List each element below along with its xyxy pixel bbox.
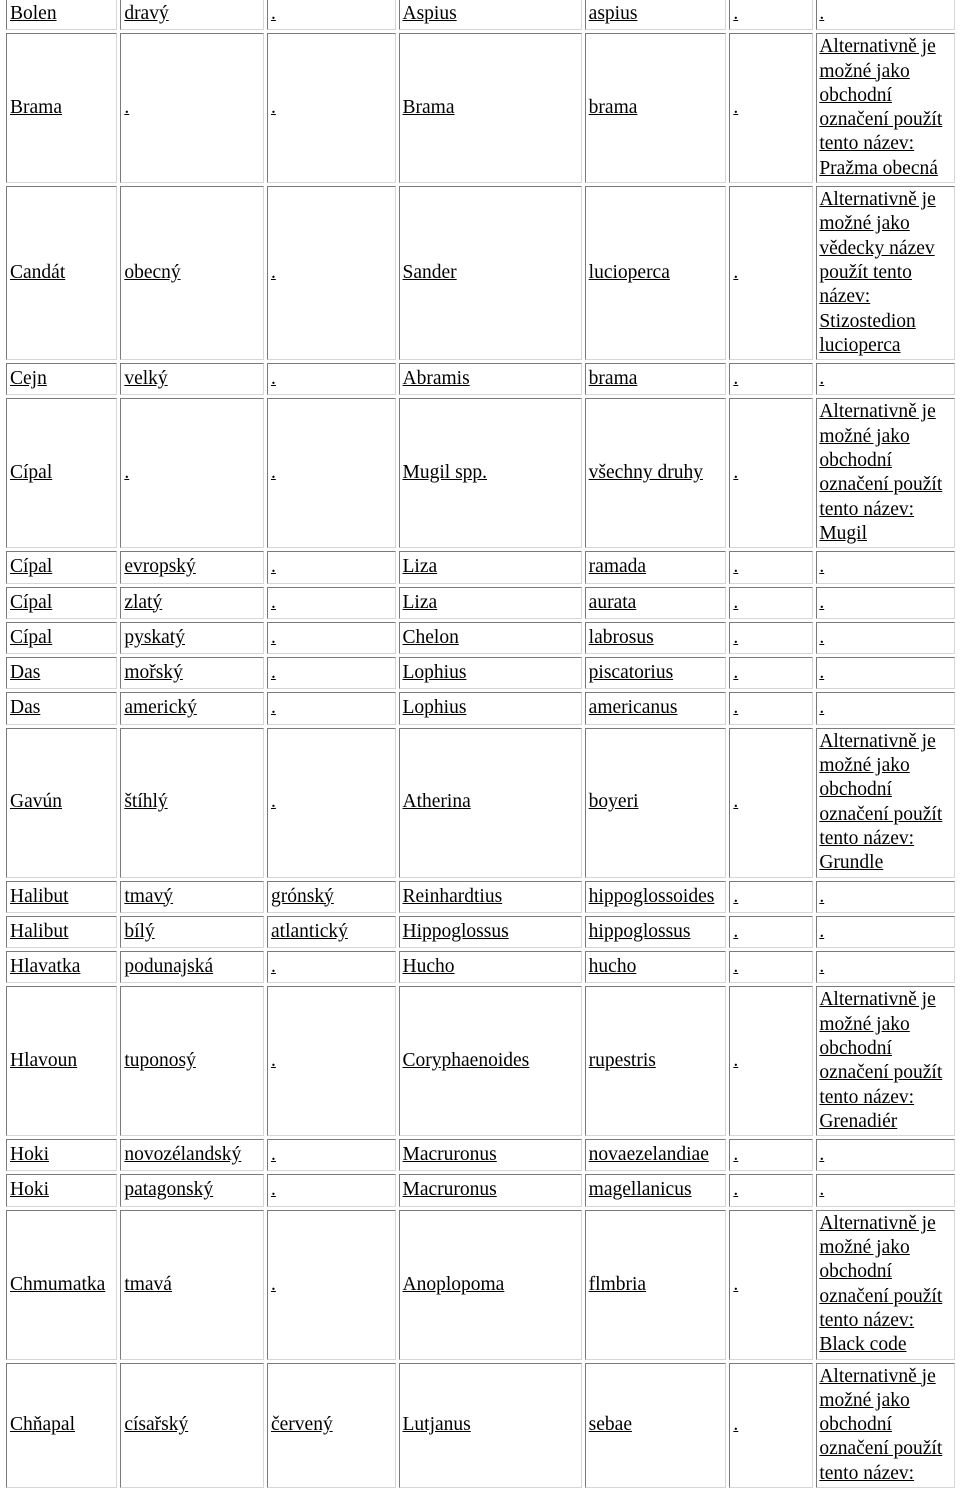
latin-species-cell (585, 0, 727, 30)
cell-text: Anoplopoma (402, 1273, 505, 1295)
cell-text: . (733, 368, 739, 390)
table-row (6, 916, 955, 948)
note-cell (816, 1210, 955, 1360)
cell-text: Hlavoun (10, 1050, 78, 1072)
cell-text: . (819, 662, 825, 684)
cell-text: . (819, 1179, 825, 1201)
czech-species-cell (120, 1174, 264, 1206)
czech-qualifier-cell (267, 363, 396, 395)
latin-genus-cell (399, 551, 582, 583)
cell-text: . (819, 885, 825, 907)
cell-text: Candát (10, 261, 66, 283)
cell-text: evropský (124, 556, 196, 578)
extra-cell (729, 587, 813, 619)
czech-species-cell (120, 398, 264, 548)
extra-cell (729, 951, 813, 983)
latin-genus-cell (399, 881, 582, 913)
table-row (6, 728, 955, 878)
czech-genus-cell (6, 657, 117, 689)
cell-text: flmbria (588, 1273, 647, 1295)
note-cell (816, 1363, 955, 1488)
cell-text: Alternativně je možné jako obchodní označení použít tento název: Black code (819, 1212, 943, 1356)
fish-names-table (3, 0, 958, 1491)
cell-text: Halibut (10, 885, 69, 907)
czech-species-cell (120, 986, 264, 1136)
czech-species-cell (120, 728, 264, 878)
latin-species-cell (585, 881, 727, 913)
czech-qualifier-cell (267, 186, 396, 360)
czech-genus-cell (6, 1174, 117, 1206)
cell-text: . (819, 591, 825, 613)
note-cell (816, 1174, 955, 1206)
cell-text: . (819, 368, 825, 390)
table-row (6, 881, 955, 913)
cell-text: Macruronus (402, 1144, 497, 1166)
czech-species-cell (120, 657, 264, 689)
cell-text: Alternativně je možné jako obchodní označení použít tento název: Pražma obecná (819, 36, 943, 179)
cell-text: červený (271, 1414, 333, 1436)
cell-text: . (819, 556, 825, 578)
table-row (6, 1210, 955, 1360)
latin-genus-cell (399, 587, 582, 619)
latin-species-cell (585, 398, 727, 548)
extra-cell (729, 398, 813, 548)
note-cell (816, 33, 955, 183)
cell-text: . (733, 261, 739, 283)
cell-text: Cípal (10, 556, 53, 578)
latin-genus-cell (399, 33, 582, 183)
cell-text: . (733, 885, 739, 907)
czech-qualifier-cell (267, 1210, 396, 1360)
czech-genus-cell (6, 186, 117, 360)
latin-species-cell (585, 186, 727, 360)
note-cell (816, 1139, 955, 1171)
latin-species-cell (585, 587, 727, 619)
cell-text: všechny druhy (588, 462, 703, 484)
fish-names-table-body (6, 0, 955, 1488)
czech-species-cell (120, 587, 264, 619)
cell-text: Alternativně je možné jako obchodní označení použít tento název: (819, 1365, 943, 1484)
czech-species-cell (120, 692, 264, 724)
table-row (6, 186, 955, 360)
cell-text: hippoglossoides (588, 885, 715, 907)
cell-text: . (819, 697, 825, 719)
cell-text: podunajská (124, 956, 214, 978)
cell-text: . (271, 1050, 276, 1072)
cell-text: . (124, 462, 130, 484)
latin-genus-cell (399, 1174, 582, 1206)
czech-qualifier-cell (267, 1174, 396, 1206)
cell-text: . (733, 1414, 739, 1436)
cell-text: boyeri (588, 791, 639, 813)
cell-text: . (271, 956, 276, 978)
cell-text: mořský (124, 662, 183, 684)
table-row (6, 692, 955, 724)
table-row (6, 951, 955, 983)
czech-genus-cell (6, 986, 117, 1136)
cell-text: ramada (588, 556, 647, 578)
cell-text: Brama (10, 97, 62, 119)
cell-text: . (733, 791, 739, 813)
czech-genus-cell (6, 1139, 117, 1171)
cell-text: hippoglossus (588, 920, 691, 942)
cell-text: Brama (402, 97, 455, 119)
czech-species-cell (120, 33, 264, 183)
cell-text: . (271, 662, 276, 684)
cell-text: Lutjanus (402, 1414, 471, 1436)
cell-text: brama (588, 368, 638, 390)
czech-species-cell (120, 1210, 264, 1360)
cell-text: grónský (271, 885, 334, 907)
cell-text: . (271, 591, 276, 613)
cell-text: . (271, 697, 276, 719)
cell-text: . (733, 697, 739, 719)
cell-text: Liza (402, 591, 438, 613)
latin-species-cell (585, 916, 727, 948)
extra-cell (729, 692, 813, 724)
czech-genus-cell (6, 363, 117, 395)
latin-species-cell (585, 1363, 727, 1488)
note-cell (816, 398, 955, 548)
czech-genus-cell (6, 916, 117, 948)
cell-text: Cípal (10, 462, 53, 484)
cell-text: pyskatý (124, 626, 185, 648)
extra-cell (729, 33, 813, 183)
cell-text: Chmumatka (10, 1273, 106, 1295)
cell-text: lucioperca (588, 261, 670, 283)
latin-species-cell (585, 1139, 727, 1171)
latin-genus-cell (399, 1210, 582, 1360)
extra-cell (729, 0, 813, 30)
czech-species-cell (120, 622, 264, 654)
czech-qualifier-cell (267, 622, 396, 654)
czech-species-cell (120, 551, 264, 583)
extra-cell (729, 881, 813, 913)
cell-text: Hucho (402, 956, 455, 978)
cell-text: Halibut (10, 920, 69, 942)
cell-text: . (733, 920, 739, 942)
cell-text: . (733, 591, 739, 613)
note-cell (816, 622, 955, 654)
note-cell (816, 363, 955, 395)
note-cell (816, 551, 955, 583)
latin-genus-cell (399, 0, 582, 30)
extra-cell (729, 986, 813, 1136)
latin-genus-cell (399, 363, 582, 395)
cell-text: Cejn (10, 368, 47, 390)
cell-text: . (271, 791, 276, 813)
cell-text: Sander (402, 261, 457, 283)
table-row (6, 363, 955, 395)
cell-text: zlatý (124, 591, 163, 613)
extra-cell (729, 551, 813, 583)
cell-text: . (271, 1273, 276, 1295)
cell-text: bílý (124, 920, 155, 942)
note-cell (816, 692, 955, 724)
cell-text: Macruronus (402, 1179, 497, 1201)
extra-cell (729, 1139, 813, 1171)
latin-genus-cell (399, 657, 582, 689)
table-row (6, 657, 955, 689)
cell-text: Das (10, 662, 41, 684)
extra-cell (729, 1363, 813, 1488)
cell-text: americanus (588, 697, 678, 719)
extra-cell (729, 1174, 813, 1206)
extra-cell (729, 186, 813, 360)
cell-text: Das (10, 697, 41, 719)
cell-text: . (819, 920, 825, 942)
cell-text: Mugil spp. (402, 462, 488, 484)
cell-text: Cípal (10, 626, 53, 648)
czech-genus-cell (6, 0, 117, 30)
cell-text: Alternativně je možné jako obchodní označení použít tento název: Grundle (819, 730, 943, 874)
czech-genus-cell (6, 398, 117, 548)
latin-species-cell (585, 622, 727, 654)
cell-text: patagonský (124, 1179, 214, 1201)
extra-cell (729, 728, 813, 878)
cell-text: . (733, 556, 739, 578)
cell-text: Lophius (402, 662, 467, 684)
cell-text: Gavún (10, 791, 62, 813)
cell-text: Reinhardtius (402, 885, 503, 907)
cell-text: Lophius (402, 697, 467, 719)
czech-genus-cell (6, 692, 117, 724)
latin-genus-cell (399, 951, 582, 983)
czech-genus-cell (6, 1210, 117, 1360)
latin-genus-cell (399, 622, 582, 654)
czech-qualifier-cell (267, 587, 396, 619)
czech-genus-cell (6, 728, 117, 878)
cell-text: novozélandský (124, 1144, 242, 1166)
latin-genus-cell (399, 986, 582, 1136)
cell-text: labrosus (588, 626, 654, 648)
czech-qualifier-cell (267, 398, 396, 548)
latin-genus-cell (399, 692, 582, 724)
cell-text: . (819, 626, 825, 648)
czech-genus-cell (6, 33, 117, 183)
cell-text: . (271, 261, 276, 283)
table-row (6, 622, 955, 654)
cell-text: aspius (588, 3, 638, 24)
czech-species-cell (120, 186, 264, 360)
latin-species-cell (585, 692, 727, 724)
extra-cell (729, 916, 813, 948)
table-row (6, 1139, 955, 1171)
note-cell (816, 986, 955, 1136)
cell-text: . (271, 3, 276, 24)
latin-genus-cell (399, 916, 582, 948)
cell-text: . (271, 368, 276, 390)
cell-text: Alternativně je možné jako vědecky název použít tento název: Stizostedion lucioperca (819, 189, 936, 356)
cell-text: Hoki (10, 1144, 49, 1166)
table-row (6, 551, 955, 583)
czech-qualifier-cell (267, 728, 396, 878)
cell-text: Cípal (10, 591, 53, 613)
cell-text: . (124, 97, 130, 119)
cell-text: . (733, 462, 739, 484)
cell-text: Alternativně je možné jako obchodní označení použít tento název: Mugil (819, 401, 943, 544)
czech-qualifier-cell (267, 986, 396, 1136)
latin-species-cell (585, 657, 727, 689)
cell-text: novaezelandiae (588, 1144, 709, 1166)
cell-text: sebae (588, 1414, 632, 1436)
czech-qualifier-cell (267, 657, 396, 689)
cell-text: . (733, 97, 739, 119)
note-cell (816, 657, 955, 689)
cell-text: dravý (124, 3, 169, 24)
cell-text: . (733, 1050, 739, 1072)
czech-genus-cell (6, 951, 117, 983)
cell-text: tmavá (124, 1273, 172, 1295)
czech-genus-cell (6, 881, 117, 913)
czech-species-cell (120, 881, 264, 913)
cell-text: . (733, 662, 739, 684)
note-cell (816, 0, 955, 30)
latin-species-cell (585, 1210, 727, 1360)
czech-genus-cell (6, 1363, 117, 1488)
cell-text: tuponosý (124, 1050, 196, 1072)
latin-genus-cell (399, 728, 582, 878)
czech-qualifier-cell (267, 33, 396, 183)
extra-cell (729, 363, 813, 395)
note-cell (816, 916, 955, 948)
latin-species-cell (585, 728, 727, 878)
cell-text: Chelon (402, 626, 459, 648)
latin-genus-cell (399, 186, 582, 360)
cell-text: Abramis (402, 368, 470, 390)
cell-text: . (271, 97, 276, 119)
note-cell (816, 728, 955, 878)
table-row (6, 33, 955, 183)
cell-text: Coryphaenoides (402, 1050, 530, 1072)
czech-species-cell (120, 1363, 264, 1488)
czech-qualifier-cell (267, 1139, 396, 1171)
latin-species-cell (585, 33, 727, 183)
cell-text: Bolen (10, 3, 57, 24)
czech-qualifier-cell (267, 951, 396, 983)
cell-text: . (271, 626, 276, 648)
czech-qualifier-cell (267, 916, 396, 948)
latin-genus-cell (399, 1139, 582, 1171)
note-cell (816, 186, 955, 360)
extra-cell (729, 622, 813, 654)
cell-text: . (733, 1273, 739, 1295)
czech-genus-cell (6, 622, 117, 654)
czech-qualifier-cell (267, 551, 396, 583)
cell-text: Hoki (10, 1179, 49, 1201)
latin-genus-cell (399, 398, 582, 548)
cell-text: . (271, 1144, 276, 1166)
cell-text: atlantický (271, 920, 348, 942)
latin-species-cell (585, 551, 727, 583)
cell-text: Alternativně je možné jako obchodní označení použít tento název: Grenadiér (819, 989, 943, 1132)
czech-qualifier-cell (267, 0, 396, 30)
note-cell (816, 587, 955, 619)
cell-text: hucho (588, 956, 637, 978)
cell-text: Hlavatka (10, 956, 81, 978)
cell-text: velký (124, 368, 168, 390)
cell-text: Hippoglossus (402, 920, 509, 942)
cell-text: . (271, 1179, 276, 1201)
table-row (6, 587, 955, 619)
extra-cell (729, 1210, 813, 1360)
cell-text: obecný (124, 261, 181, 283)
cell-text: piscatorius (588, 662, 674, 684)
note-cell (816, 881, 955, 913)
cell-text: Aspius (402, 3, 457, 24)
table-row (6, 1174, 955, 1206)
cell-text: . (819, 956, 825, 978)
czech-genus-cell (6, 587, 117, 619)
note-cell (816, 951, 955, 983)
cell-text: císařský (124, 1414, 189, 1436)
latin-species-cell (585, 951, 727, 983)
latin-species-cell (585, 986, 727, 1136)
czech-qualifier-cell (267, 692, 396, 724)
czech-species-cell (120, 363, 264, 395)
table-row (6, 1363, 955, 1488)
czech-species-cell (120, 916, 264, 948)
cell-text: . (733, 956, 739, 978)
cell-text: . (819, 3, 825, 24)
cell-text: . (819, 1144, 825, 1166)
czech-species-cell (120, 0, 264, 30)
cell-text: americký (124, 697, 197, 719)
cell-text: brama (588, 97, 638, 119)
czech-genus-cell (6, 551, 117, 583)
extra-cell (729, 657, 813, 689)
cell-text: . (271, 556, 276, 578)
cell-text: Chňapal (10, 1414, 75, 1436)
latin-genus-cell (399, 1363, 582, 1488)
table-row (6, 0, 955, 30)
cell-text: Atherina (402, 791, 471, 813)
czech-species-cell (120, 951, 264, 983)
cell-text: rupestris (588, 1050, 656, 1072)
cell-text: . (733, 1144, 739, 1166)
czech-qualifier-cell (267, 881, 396, 913)
czech-species-cell (120, 1139, 264, 1171)
cell-text: . (271, 462, 276, 484)
cell-text: Liza (402, 556, 438, 578)
cell-text: tmavý (124, 885, 174, 907)
cell-text: aurata (588, 591, 637, 613)
czech-qualifier-cell (267, 1363, 396, 1488)
latin-species-cell (585, 1174, 727, 1206)
table-row (6, 986, 955, 1136)
table-row (6, 398, 955, 548)
cell-text: . (733, 3, 739, 24)
cell-text: . (733, 626, 739, 648)
cell-text: štíhlý (124, 791, 168, 813)
cell-text: magellanicus (588, 1179, 692, 1201)
latin-species-cell (585, 363, 727, 395)
cell-text: . (733, 1179, 739, 1201)
